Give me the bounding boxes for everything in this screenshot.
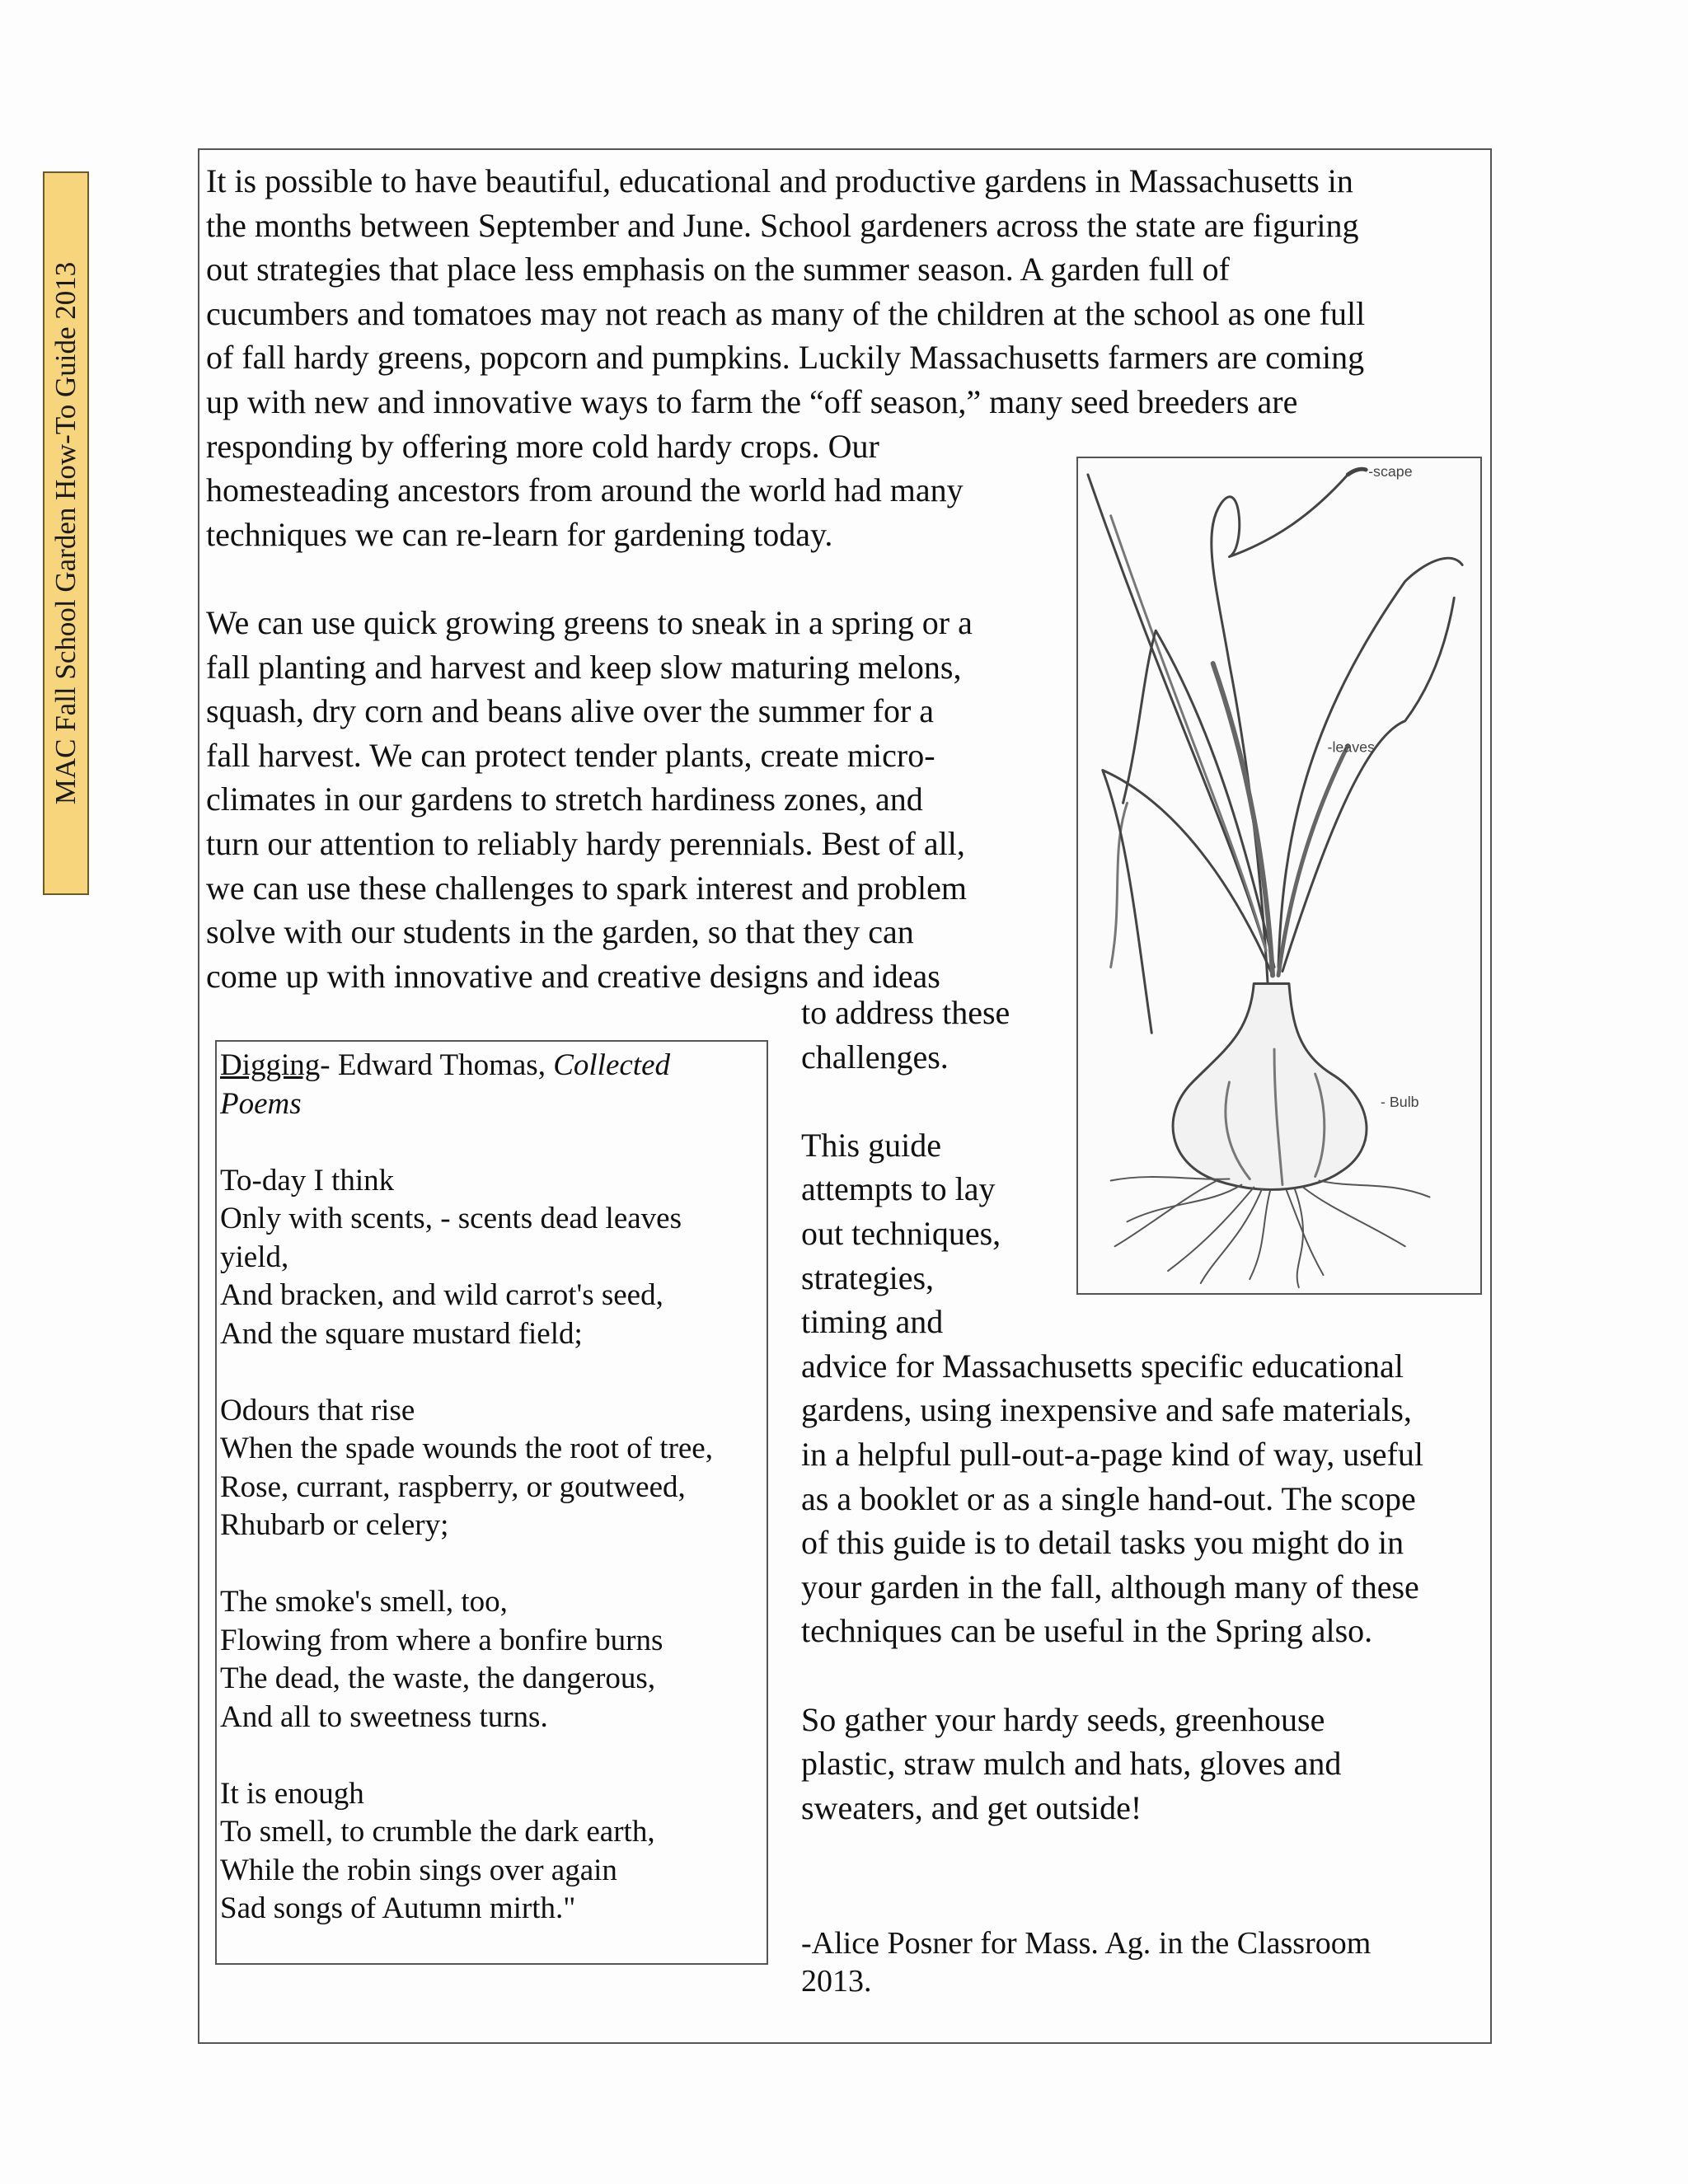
text-line: cucumbers and tomatoes may not reach as many of the children at the school as one full <box>206 294 1366 332</box>
text-line: climates in our gardens to stretch hardiness zones, and <box>206 780 923 818</box>
poem-line: Flowing from where a bonfire burns <box>220 1623 663 1657</box>
text-line: we can use these challenges to spark interest and problem <box>206 869 968 907</box>
text-line: to address these <box>801 994 1010 1031</box>
leaf-stroke <box>1278 558 1462 967</box>
poem-line: The dead, the waste, the dangerous, <box>220 1661 656 1695</box>
poem-line: And bracken, and wild carrot's seed, <box>220 1278 663 1312</box>
signature-line: 2013. <box>801 1964 872 1999</box>
poem-line: And all to sweetness turns. <box>220 1699 548 1734</box>
scape-label: -scape <box>1368 462 1413 480</box>
text-line: timing and <box>801 1303 944 1341</box>
text-line: of this guide is to detail tasks you might do in <box>801 1524 1404 1562</box>
poem-collection-cont: Poems <box>220 1086 302 1121</box>
text-line: challenges. <box>801 1038 949 1076</box>
text-line: gardens, using inexpensive and safe materials, <box>801 1391 1412 1429</box>
text-line: advice for Massachusetts specific educational <box>801 1347 1404 1385</box>
text-line: out strategies that place less emphasis on the summer season. A garden full of <box>206 251 1230 288</box>
poem-line: Only with scents, - scents dead leaves <box>220 1202 682 1235</box>
text-line: homesteading ancestors from around the world had many <box>206 471 964 509</box>
leaves-label: -leaves <box>1327 738 1376 756</box>
text-line: come up with innovative and creative designs and ideas <box>206 957 940 995</box>
text-line: in a helpful pull-out-a-page kind of way, useful <box>801 1435 1423 1473</box>
bulb-label: - Bulb <box>1380 1093 1419 1110</box>
poem-line: Odours that rise <box>220 1393 415 1427</box>
text-line: your garden in the fall, although many of these <box>801 1568 1419 1605</box>
guide-title-tab <box>43 171 89 895</box>
text-line: up with new and innovative ways to farm the “off season,” many seed breeders are <box>206 382 1298 420</box>
text-line: It is possible to have beautiful, educational and productive gardens in Massachusetts in <box>206 162 1353 199</box>
text-line: techniques can be useful in the Spring also. <box>801 1612 1373 1650</box>
text-line: responding by offering more cold hardy crops. Our <box>206 427 879 465</box>
poem-line: The smoke's smell, too, <box>220 1585 508 1619</box>
text-line: This guide <box>801 1126 941 1164</box>
poem-line: When the spade wounds the root of tree, <box>220 1432 713 1465</box>
text-line: squash, dry corn and beans alive over the summer for a <box>206 692 935 730</box>
text-line: sweaters, and get outside! <box>801 1788 1142 1826</box>
poem-title: Digging <box>220 1048 321 1082</box>
text-line: techniques we can re-learn for gardening today. <box>206 515 833 553</box>
text-line: turn our attention to reliably hardy perennials. Best of all, <box>206 824 965 862</box>
leaf-stroke <box>1282 598 1454 971</box>
text-line: out techniques, <box>801 1214 1001 1252</box>
poem-line: While the robin sings over again <box>220 1853 617 1887</box>
text-line: So gather your hardy seeds, greenhouse <box>801 1700 1325 1738</box>
text-line: attempts to lay <box>801 1170 996 1208</box>
signature-line: -Alice Posner for Mass. Ag. in the Classroom <box>801 1926 1372 1961</box>
text-line: solve with our students in the garden, so that they can <box>206 913 914 951</box>
poem-line: To smell, to crumble the dark earth, <box>220 1815 655 1849</box>
guide-title: MAC Fall School Garden How-To Guide 2013 <box>49 261 82 805</box>
poem-line: Rhubarb or celery; <box>220 1508 449 1542</box>
text-line: fall planting and harvest and keep slow maturing melons, <box>206 648 962 686</box>
poem-collection: Collected <box>553 1048 670 1082</box>
text-line: as a booklet or as a single hand-out. The scope <box>801 1479 1416 1517</box>
poem-line: And the square mustard field; <box>220 1316 583 1351</box>
poem-line: Rose, currant, raspberry, or goutweed, <box>220 1469 686 1504</box>
root-stroke <box>1128 1185 1242 1222</box>
text-line: We can use quick growing greens to sneak in a spring or a <box>206 603 973 641</box>
text-line: strategies, <box>801 1258 935 1296</box>
poem-box <box>215 1040 768 1965</box>
poem-line: It is enough <box>220 1776 364 1811</box>
text-line: plastic, straw mulch and hats, gloves and <box>801 1745 1342 1783</box>
poem-heading <box>220 1047 767 1085</box>
leaf-stroke <box>1103 771 1273 1033</box>
poem-byline: - Edward Thomas, <box>320 1048 554 1082</box>
text-line: of fall hardy greens, popcorn and pumpkins. Luckily Massachusetts farmers are coming <box>206 339 1365 377</box>
garlic-illustration <box>1076 457 1482 1295</box>
poem-line: Sad songs of Autumn mirth." <box>220 1891 576 1925</box>
signature <box>801 1924 1371 2000</box>
poem-line: To-day I think <box>220 1163 395 1197</box>
text-line: fall harvest. We can protect tender plants, create micro- <box>206 736 935 774</box>
text-line: the months between September and June. School gardeners across the state are figuring <box>206 206 1359 244</box>
poem-line: yield, <box>220 1240 289 1274</box>
bulb-outline <box>1173 983 1367 1189</box>
